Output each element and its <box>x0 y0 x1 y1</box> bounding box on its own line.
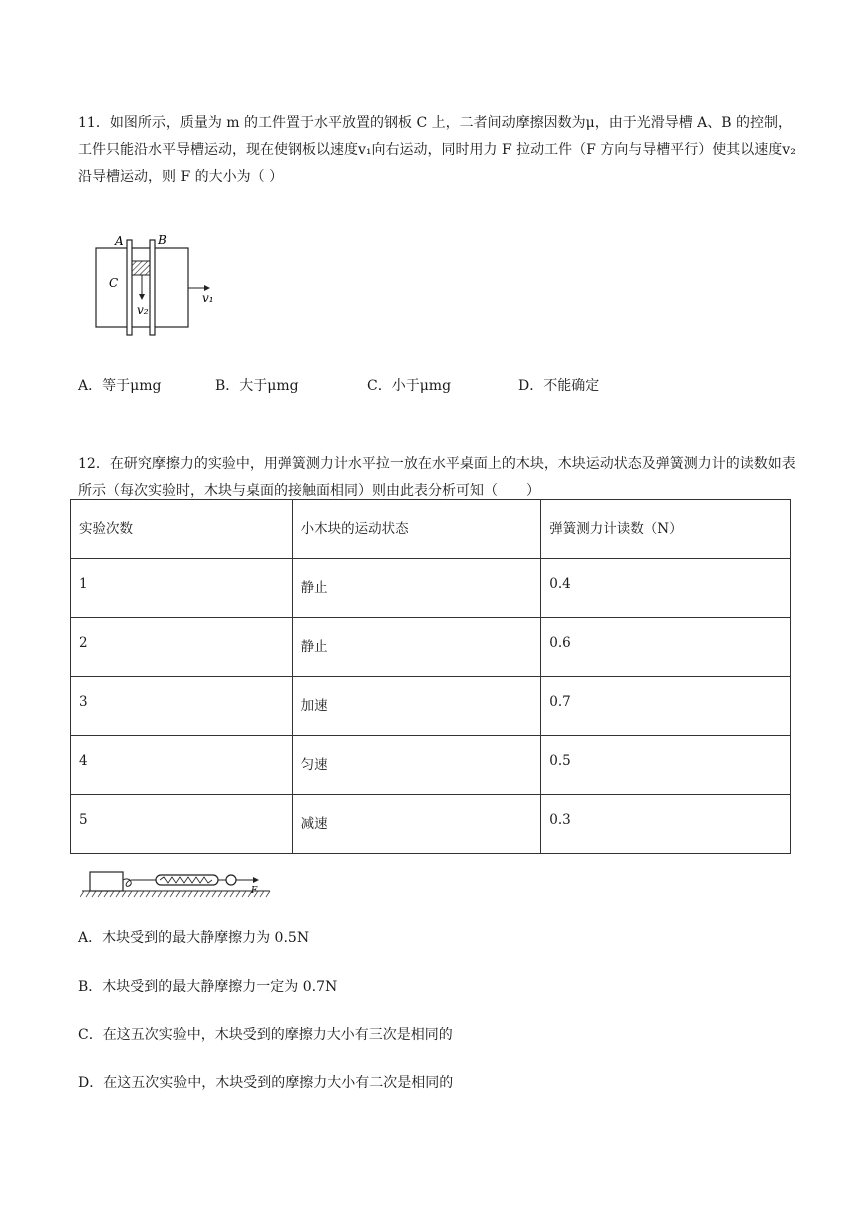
table-cell: 4 <box>71 736 293 795</box>
question-11-text: 11．如图所示，质量为 m 的工件置于水平放置的钢板 C 上，二者间动摩擦因数为μ，由于光滑导槽 A、B 的控制，工件只能沿水平导槽运动，现在使钢板以速度v₁向右运动，同时用力 F 拉动工件（F 方向与导槽平行）使其以速度v₂沿导槽运动，则 F 的大小为（ ） <box>78 115 796 185</box>
label-b: B <box>158 233 167 247</box>
table-row <box>71 559 791 618</box>
table-row <box>71 795 791 854</box>
label-a: A <box>115 234 124 248</box>
table-cell: 1 <box>71 559 293 618</box>
choice-b[interactable]: B．大于μmg <box>215 378 299 394</box>
header-cell: 小木块的运动状态 <box>292 500 541 559</box>
rail-a <box>127 240 132 335</box>
spring-scale-body <box>156 875 218 885</box>
pull-ring <box>226 875 236 885</box>
label-v1: v₁ <box>202 291 214 305</box>
choice-a[interactable]: A．等于μmg <box>78 378 162 394</box>
hook <box>123 879 138 886</box>
option-d[interactable]: D．在这五次实验中，木块受到的摩擦力大小有二次是相同的 <box>78 1075 454 1091</box>
table-cell: 加速 <box>292 677 541 736</box>
table-cell: 静止 <box>292 559 541 618</box>
table-cell: 5 <box>71 795 293 854</box>
header-cell: 实验次数 <box>71 500 293 559</box>
option-b[interactable]: B．木块受到的最大静摩擦力一定为 0.7N <box>78 979 338 995</box>
wood-block <box>90 872 123 891</box>
table-row <box>71 618 791 677</box>
option-c[interactable]: C．在这五次实验中，木块受到的摩擦力大小有三次是相同的 <box>78 1027 453 1043</box>
experiment-table <box>70 499 791 854</box>
question-12-text: 12．在研究摩擦力的实验中，用弹簧测力计水平拉一放在水平桌面上的木块，木块运动状态及弹簧测力计的读数如表所示（每次实验时，木块与桌面的接触面相同）则由此表分析可知（ ） <box>78 456 796 499</box>
option-a[interactable]: A．木块受到的最大静摩擦力为 0.5N <box>78 930 310 946</box>
table-row <box>71 736 791 795</box>
choice-c[interactable]: C．小于μmg <box>367 378 452 394</box>
table-cell: 0.4 <box>541 559 791 618</box>
table-cell: 匀速 <box>292 736 541 795</box>
guide-rail-figure <box>88 230 228 340</box>
label-f: F <box>251 886 258 896</box>
workpiece <box>132 261 150 275</box>
table-cell: 2 <box>71 618 293 677</box>
table-row <box>71 677 791 736</box>
spring-scale-figure <box>80 866 272 900</box>
rail-b <box>150 240 155 335</box>
table-cell: 0.6 <box>541 618 791 677</box>
table-header-row <box>71 500 791 559</box>
label-c: C <box>109 276 119 290</box>
table-cell: 0.5 <box>541 736 791 795</box>
table-cell: 3 <box>71 677 293 736</box>
table-cell: 静止 <box>292 618 541 677</box>
table-cell: 0.3 <box>541 795 791 854</box>
table-cell: 减速 <box>292 795 541 854</box>
choice-d[interactable]: D．不能确定 <box>518 378 600 394</box>
header-cell: 弹簧测力计读数（N） <box>541 500 791 559</box>
label-v2: v₂ <box>137 303 149 317</box>
table-cell: 0.7 <box>541 677 791 736</box>
